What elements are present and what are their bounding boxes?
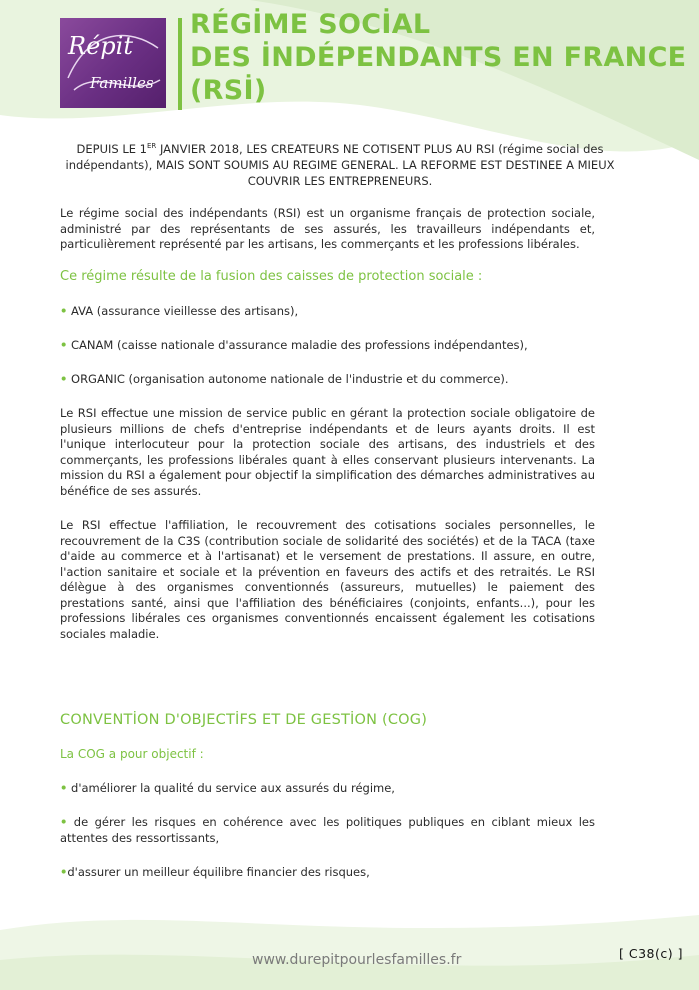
paragraph-intro: Le régime social des indépendants (RSI) est un organisme français de protection sociale, administré par des représentants de ses assurés, les travailleurs indépendants et, particulièrement représenté par les artisans, les commerçants et les professions libérales. — [60, 206, 595, 251]
title-divider — [178, 18, 182, 110]
intro-statement: DEPUIS LE 1ER JANVIER 2018, LES CREATEURS NE COTISENT PLUS AU RSI (régime social des indépendants), MAIS SONT SOUMIS AU REGIME GENERAL. LA REFORME EST DESTINEE A MIEUX COUVRIR LES ENTREPRENEURS. — [65, 141, 615, 188]
title-line-3: (RSİ) — [190, 75, 267, 106]
page-title — [190, 8, 690, 107]
footer-url[interactable]: www.durepitpourlesfamilles.fr — [252, 952, 462, 968]
bullet-icon: • — [60, 372, 68, 386]
logo-text-top: Répit — [68, 32, 133, 60]
bullet-icon: • — [60, 781, 68, 795]
list-item: • d'améliorer la qualité du service aux assurés du régime, — [60, 781, 395, 795]
list-item: • de gérer les risques en cohérence avec les politiques publiques en ciblant mieux les attentes des ressortissants, — [60, 815, 595, 845]
cog-section-title: CONVENTİON D'OBJECTİFS ET DE GESTİON (COG) — [60, 712, 428, 728]
list-item: • ORGANIC (organisation autonome nationale de l'industrie et du commerce). — [60, 372, 509, 386]
bullet-icon: • — [60, 815, 68, 829]
title-line-2: DES İNDÉPENDANTS EN FRANCE — [190, 42, 687, 73]
logo — [60, 18, 166, 108]
title-line-1: RÉGİME SOCİAL — [190, 9, 431, 40]
bullet-icon: • — [60, 304, 68, 318]
fusion-heading: Ce régime résulte de la fusion des caisses de protection sociale : — [60, 269, 483, 284]
logo-text-bottom: Familles — [90, 74, 154, 92]
list-item: •d'assurer un meilleur équilibre financier des risques, — [60, 865, 370, 879]
list-item: • AVA (assurance vieillesse des artisans), — [60, 304, 299, 318]
bullet-icon: • — [60, 865, 68, 879]
bullet-icon: • — [60, 338, 68, 352]
paragraph-affiliation: Le RSI effectue l'affiliation, le recouvrement des cotisations sociales personnelles, le recouvrement de la C3S (contribution sociale de solidarité des sociétés) et de la TACA (taxe d'aide au commerce et à l'artisanat) et le versement de prestations. Il assure, en outre, l'action sanitaire et sociale et la prévention en faveurs des actifs et des retraités. Le RSI délègue à des organismes conventionnés (assureurs, mutuelles) le paiement des prestations santé, ainsi que l'affiliation des bénéficiaires (conjoints, enfants...), pour les professions libérales ces organismes conventionnés encaissent également les cotisations sociales maladie. — [60, 518, 595, 641]
paragraph-mission: Le RSI effectue une mission de service public en gérant la protection sociale obligatoire de plusieurs millions de chefs d'entreprise indépendants et de leurs ayants droits. Il est l'unique interlocuteur pour la protection sociale des artisans, des industriels et des commerçants, les professions libérales quant à elles conservant plusieurs intervenants. La mission du RSI a également pour objectif la simplification des démarches administratives au bénéfice de ses assurés. — [60, 406, 595, 498]
cog-subheading: La COG a pour objectif : — [60, 747, 204, 761]
page-number: [ C38(c) ] — [619, 946, 683, 961]
list-item: • CANAM (caisse nationale d'assurance maladie des professions indépendantes), — [60, 338, 528, 352]
